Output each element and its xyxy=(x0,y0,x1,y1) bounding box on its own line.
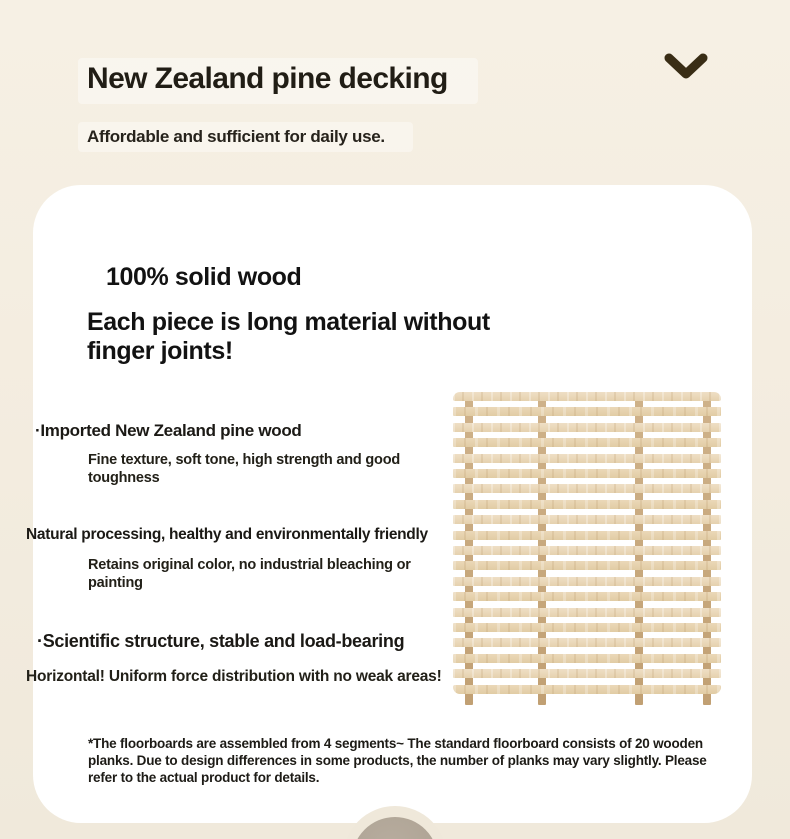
feature-title-imported-wood: ·Imported New Zealand pine wood xyxy=(35,421,302,440)
wood-plank xyxy=(453,515,721,524)
wood-plank xyxy=(453,438,721,447)
wood-plank xyxy=(453,669,721,678)
feature-title-scientific-structure: ·Scientific structure, stable and load-bearing xyxy=(37,631,405,651)
wood-plank xyxy=(453,685,721,694)
wood-plank xyxy=(453,500,721,509)
wood-plank xyxy=(453,392,721,401)
product-subtitle: Affordable and sufficient for daily use. xyxy=(87,127,385,146)
card-heading-small: 100% solid wood xyxy=(106,263,302,291)
wood-panel xyxy=(453,392,721,705)
wood-plank xyxy=(453,423,721,432)
product-title: New Zealand pine decking xyxy=(87,62,448,95)
feature-title-natural-processing: Natural processing, healthy and environmentally friendly xyxy=(26,526,428,543)
wood-plank xyxy=(453,592,721,601)
card-heading-large-line1: Each piece is long material without xyxy=(87,308,490,336)
wood-plank xyxy=(453,454,721,463)
wood-plank xyxy=(453,577,721,586)
collapse-section-button[interactable] xyxy=(658,46,714,90)
chevron-down-icon xyxy=(663,52,709,85)
card-heading-large xyxy=(87,308,490,366)
product-footnote: *The floorboards are assembled from 4 segments~ The standard floorboard consists of 20 wooden planks. Due to design differences in some products, the number of planks may vary slightly. Please refer to the actual product for details. xyxy=(88,736,707,785)
wood-plank xyxy=(453,546,721,555)
wood-plank xyxy=(453,531,721,540)
wood-plank xyxy=(453,484,721,493)
wood-plank xyxy=(453,561,721,570)
wood-plank xyxy=(453,608,721,617)
feature-detail-scientific-structure: Horizontal! Uniform force distribution with no weak areas! xyxy=(26,668,442,685)
wood-plank xyxy=(453,469,721,478)
wood-plank xyxy=(453,407,721,416)
feature-detail-natural-processing: Retains original color, no industrial bleaching or painting xyxy=(88,557,411,591)
wood-plank xyxy=(453,638,721,647)
feature-detail-imported-wood: Fine texture, soft tone, high strength and good toughness xyxy=(88,452,401,486)
card-heading-large-line2: finger joints! xyxy=(87,337,233,365)
wood-plank xyxy=(453,654,721,663)
wood-plank xyxy=(453,623,721,632)
